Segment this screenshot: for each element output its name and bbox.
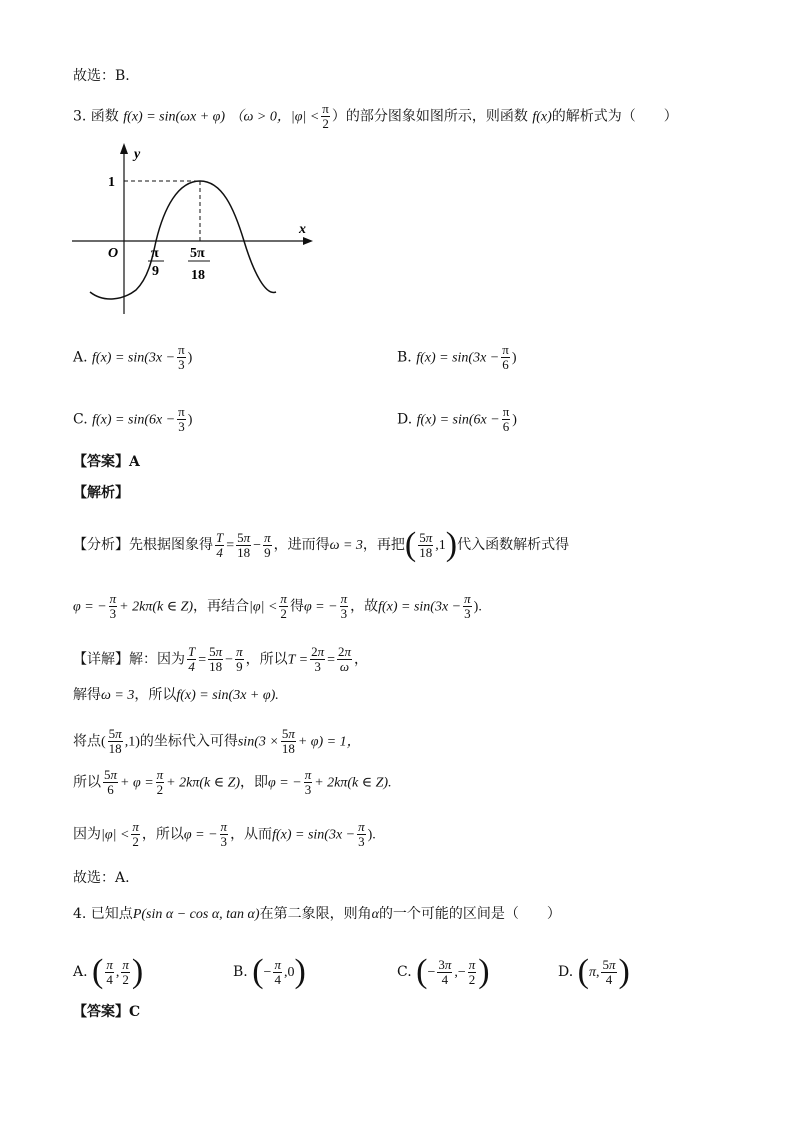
yinwei-f: f(x) = sin(3x −: [272, 827, 356, 843]
option-b-text: f(x) = sin(3x −: [416, 350, 500, 366]
option-c-text: f(x) = sin(6x −: [92, 412, 176, 428]
suoyi-line: 所以 $\frac{5\pi}{6}$ + φ = $\frac{\pi}{2}$ + 2kπ(k ∈ Z)，即φ = − $\frac{\pi}{3}$ + 2kπ(k ∈ Z).: [73, 767, 392, 797]
fenxi-1d: ，再把: [362, 537, 405, 553]
fenxi-1c: ω = 3: [329, 538, 363, 553]
q4-a: 4. 已知点: [73, 906, 133, 922]
fenxi-line-2: φ = − $\frac{\pi}{3}$ + 2kπ(k ∈ Z)，再结合|φ| < $\frac{\pi}{2}$ 得φ = − $\frac{\pi}{3}$ ，故f(x) = sin(3x − $\frac{\pi}{3}$ ).: [73, 591, 482, 621]
option-a-frac: $\frac{\pi}{3}$: [178, 342, 185, 372]
fenxi-1b: ，进而得: [273, 537, 330, 553]
suoyi-e: φ = −: [268, 775, 302, 791]
point-a: 将点: [73, 733, 101, 750]
fenxi-2h: f(x) = sin(3x −: [378, 599, 462, 615]
q4-option-a: A. ( $\frac{\pi}{4}$ , $\frac{\pi}{2}$ ): [73, 953, 144, 990]
question-3: [73, 102, 678, 131]
q4-option-b-label: B.: [233, 964, 248, 980]
fenxi-2d: |φ| <: [249, 599, 278, 615]
answer-4-text: 【答案】C: [73, 1004, 141, 1020]
sine-curve: [90, 181, 276, 299]
q4-option-d-label: D.: [558, 964, 574, 980]
question-4: [73, 904, 561, 925]
answer-3: [73, 452, 140, 472]
point-d: + φ) = 1，: [297, 734, 361, 750]
yinwei-b: |φ| <: [101, 827, 130, 843]
analysis-text: 【解析】: [73, 485, 129, 501]
prev-answer-line: [73, 66, 130, 86]
q4-e: 的一个可能的区间是（ ）: [378, 906, 561, 922]
suoyi-f: + 2kπ(k ∈ Z).: [314, 775, 392, 791]
option-c-frac: $\frac{\pi}{3}$: [178, 404, 185, 434]
option-d-frac: $\frac{\pi}{6}$: [502, 404, 510, 434]
point-c: sin(3 ×: [237, 734, 279, 750]
choose-a-line: [73, 868, 130, 888]
origin-label: O: [108, 246, 119, 261]
fenxi-2c: ，再结合: [193, 598, 250, 615]
fenxi-2f: φ = −: [303, 599, 338, 615]
option-d-label: D.: [397, 411, 413, 428]
suoyi-b: + φ =: [120, 775, 154, 791]
fenxi-2b: + 2kπ(k ∈ Z): [119, 599, 194, 615]
xiangjie-a: 【详解】解：因为: [73, 651, 185, 668]
q3-tail: 的解析式为（ ）: [551, 108, 678, 125]
y-tick-1: 1: [108, 175, 115, 190]
yinwei-c: ，所以: [141, 826, 184, 843]
jiede-b: ω = 3: [101, 688, 135, 703]
x-axis-label: x: [299, 222, 306, 237]
q4-c: 在第二象限，则角: [259, 906, 372, 922]
prev-choose-text: 故选：B.: [73, 68, 130, 84]
x-tick-5pi-18-den: 18: [191, 268, 205, 283]
point-b: 的坐标代入可得: [139, 733, 238, 750]
x-tick-pi-9-num: π: [151, 246, 159, 261]
q4-d: α: [371, 907, 379, 922]
frac-pi-3-c: $\frac{\pi}{3}$: [464, 591, 471, 621]
x-tick-pi-9-den: 9: [152, 264, 159, 279]
answer-3-text: 【答案】A: [73, 454, 140, 470]
jiede-a: 解得: [73, 687, 101, 703]
q3-fx: f(x): [532, 109, 552, 125]
option-b: B. f(x) = sin(3x − $\frac{\pi}{6}$ ): [397, 342, 517, 372]
fenxi-1a: 【分析】先根据图象得: [73, 537, 213, 553]
fenxi-line-1: 【分析】先根据图象得 $\frac{T}{4}$ = $\frac{5\pi}{18}$ − $\frac{\pi}{9}$ ，进而得ω = 3，再把( $\frac{5\pi}{18}$ ,1)代入函数解析式得: [73, 526, 570, 563]
option-d-text: f(x) = sin(6x −: [416, 412, 500, 428]
q4-option-c: C. (− $\frac{3\pi}{4}$ ,− $\frac{\pi}{2}$ ): [397, 953, 490, 990]
sine-graph: [68, 140, 318, 320]
q4-option-b: B. (− $\frac{\pi}{4}$ ,0): [233, 953, 306, 990]
yinwei-a: 因为: [73, 826, 101, 843]
x-tick-5pi-18-num: 5π: [190, 246, 205, 261]
answer-4: [73, 1002, 140, 1022]
fenxi-2e: 得: [289, 598, 304, 615]
q4-option-a-label: A.: [73, 964, 88, 980]
jiede-d: f(x) = sin(3x + φ).: [176, 688, 279, 703]
q3-pi-over-2: $\frac{\pi}{2}$: [322, 101, 329, 131]
option-b-frac: $\frac{\pi}{6}$: [502, 342, 509, 372]
q4-option-c-label: C.: [397, 964, 412, 980]
option-c-label: C.: [73, 411, 88, 428]
fenxi-2g: ，故: [350, 598, 379, 615]
q3-number: 3. 函数: [73, 108, 119, 125]
option-b-label: B.: [397, 349, 412, 366]
yinwei-line: 因为|φ| < $\frac{\pi}{2}$ ，所以φ = − $\frac{\pi}{3}$ ，从而f(x) = sin(3x − $\frac{\pi}{3}$ ).: [73, 819, 376, 849]
point-line: 将点( $\frac{5\pi}{18}$ ,1)的坐标代入可得sin(3 × $\frac{5\pi}{18}$ + φ) = 1，: [73, 726, 361, 756]
q4-b: P(sin α − cos α, tan α): [132, 907, 260, 922]
yinwei-e: ，从而: [230, 826, 273, 843]
frac-5pi-18-pt: $\frac{5\pi}{18}$: [419, 529, 433, 560]
frac-pi-3-a: $\frac{\pi}{3}$: [109, 591, 117, 621]
yinwei-d: φ = −: [183, 827, 218, 843]
y-axis-label: y: [134, 147, 141, 162]
q3-condition: （ω > 0，|φ| <: [229, 109, 320, 125]
frac-pi-2-a: $\frac{\pi}{2}$: [280, 591, 287, 621]
suoyi-c: + 2kπ(k ∈ Z): [166, 775, 241, 791]
frac-pi-9: $\frac{\pi}{9}$: [264, 529, 271, 560]
xiangjie-c: T =: [287, 652, 309, 668]
analysis-heading: [73, 483, 129, 503]
q3-condition-close: ）的部分图象如图所示，则函数: [331, 108, 528, 125]
frac-pi-3-b: $\frac{\pi}{3}$: [340, 591, 348, 621]
xiangjie-line: 【详解】解：因为 $\frac{T}{4}$ = $\frac{5\pi}{18}$ − $\frac{\pi}{9}$ ，所以T = $\frac{2\pi}{3}$ = $\frac{2\pi}{\omega}$ ，: [73, 644, 368, 674]
option-a: A. f(x) = sin(3x − $\frac{\pi}{3}$ ): [73, 342, 193, 372]
choose-a-text: 故选：A.: [73, 870, 130, 886]
jiede-c: ，所以: [134, 687, 177, 703]
option-d: D. f(x) = sin(6x − $\frac{\pi}{6}$ ): [397, 404, 517, 434]
x-axis-arrow-icon: [303, 237, 313, 245]
option-c: C. f(x) = sin(6x − $\frac{\pi}{3}$ ): [73, 404, 193, 434]
fenxi-1e: 代入函数解析式得: [457, 537, 570, 553]
suoyi-a: 所以: [73, 774, 101, 791]
q3-function: f(x) = sin(ωx + φ): [123, 109, 226, 125]
frac-T-4: $\frac{T}{4}$: [216, 529, 224, 560]
jiede-line: [73, 685, 279, 706]
q4-option-d: D. (π, $\frac{5\pi}{4}$ ): [558, 953, 630, 990]
option-a-label: A.: [73, 349, 88, 366]
xiangjie-b: ，所以: [245, 651, 288, 668]
y-axis-arrow-icon: [120, 143, 128, 154]
frac-5pi-18: $\frac{5\pi}{18}$: [237, 529, 251, 560]
fenxi-2a: φ = −: [73, 599, 107, 615]
suoyi-d: ，即: [240, 774, 269, 791]
option-a-text: f(x) = sin(3x −: [92, 350, 176, 366]
